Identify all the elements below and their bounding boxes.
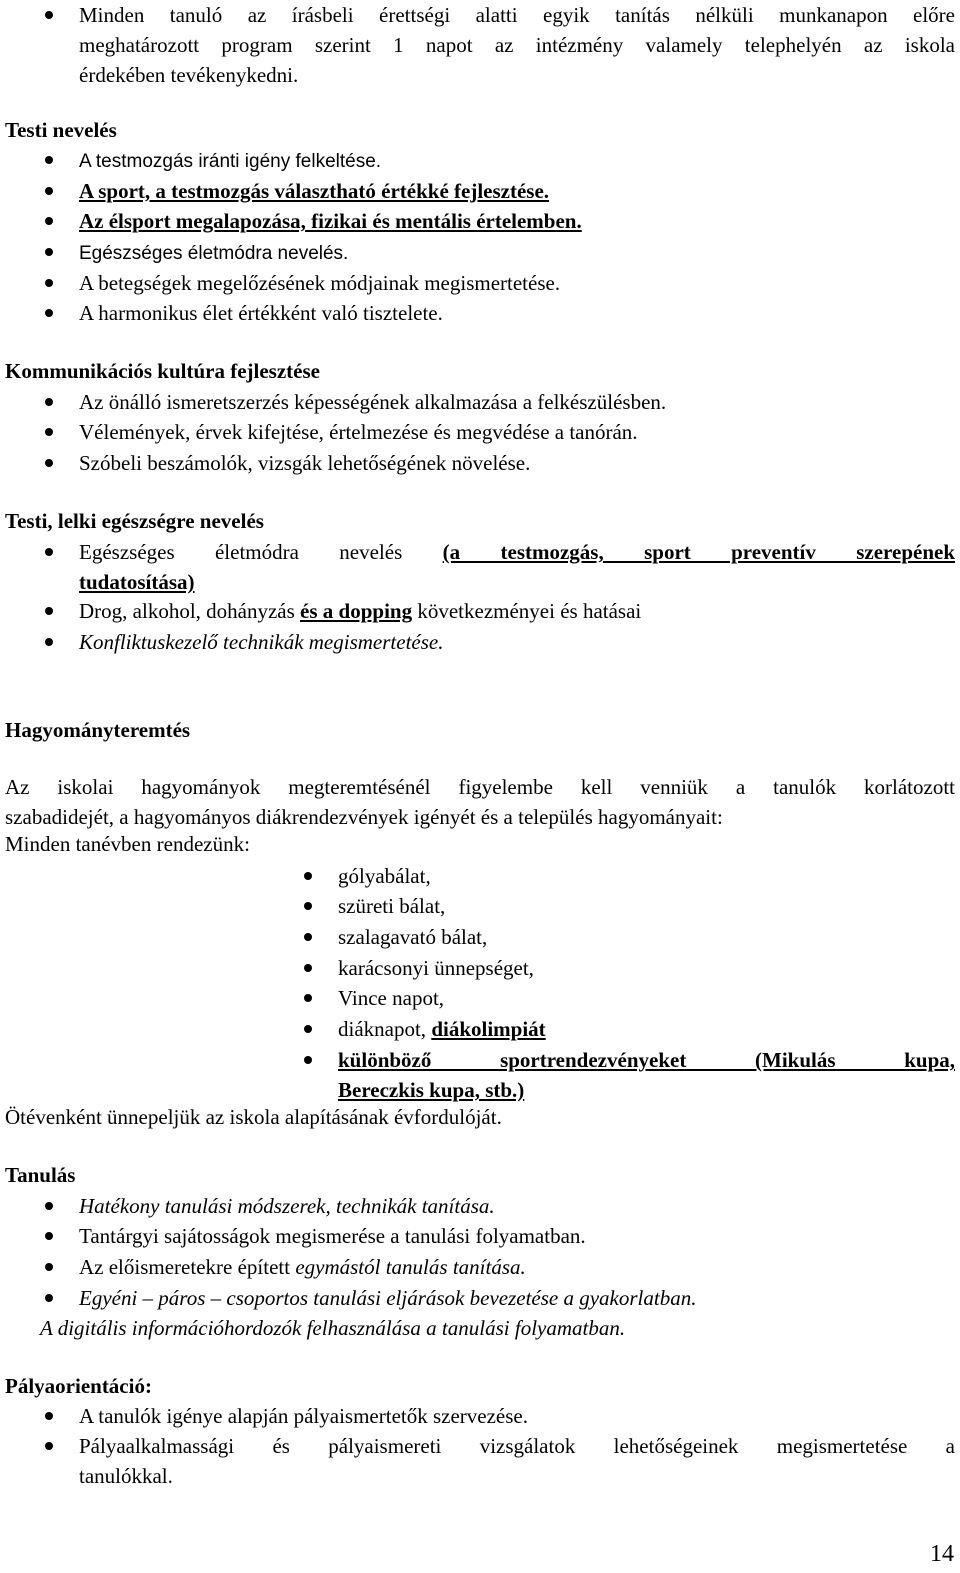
event-list-item [338,891,955,921]
event-text: Vince napot, [338,986,445,1010]
list-item-text: Konfliktuskezelő technikák megismertetése. [79,630,444,654]
page-number: 14 [930,1541,954,1567]
list-item-text: A harmonikus élet értékként való tisztelete. [79,301,443,325]
event-text: szalagavató bálat, [338,925,488,949]
bullet-icon [45,1263,53,1271]
list-item [79,1431,955,1491]
bullet-icon [304,902,312,910]
list-item [79,1401,955,1431]
bullet-icon [45,1442,53,1450]
list-item [79,298,955,328]
paragraph-hagy-1 [5,772,955,832]
bullet-icon [45,1294,53,1302]
bullet-icon [45,1412,53,1420]
list-item-text: Egészséges életmódra nevelés. [79,243,349,264]
event-list-item [338,1014,955,1044]
list-item-emphasis: és a dopping [300,599,413,623]
list-item [79,596,955,626]
bullet-icon [45,398,53,406]
bullet-icon [45,459,53,467]
list-item-line-1 [79,537,955,567]
section-title-testi: Testi nevelés [5,118,117,142]
list-item-line-1: Pályaalkalmassági és pályaismereti vizsgálatok lehetőségeinek megismertetése a [79,1434,955,1458]
section-title-palya: Pályaorientáció: [5,1374,152,1398]
list-item-emphasis: (a testmozgás, sport preventív szerepének [442,540,956,564]
intro-line-1: Minden tanuló az írásbeli érettségi alatti egyik tanítás nélküli munkanapon előre [79,3,955,27]
bullet-icon [45,11,53,19]
list-item-line-2: tanulókkal. [79,1464,173,1488]
bullet-icon [304,933,312,941]
bullet-icon [45,187,53,195]
list-item [79,448,955,478]
event-emphasis: diákolimpiát [431,1017,546,1041]
list-item-emphasis: egymástól tanulás tanítása. [295,1255,526,1279]
list-item-text: Drog, alkohol, dohányzás [79,599,295,623]
list-item-text: Tantárgyi sajátosságok megismerése a tanulási folyamatban. [79,1224,586,1248]
list-item [79,417,955,447]
list-item-text: Az önálló ismeretszerzés képességének alkalmazása a felkészülésben. [79,390,667,414]
paragraph-line: Az iskolai hagyományok megteremtésénél figyelembe kell venniük a tanulók korlátozott [5,775,955,799]
event-text: karácsonyi ünnepséget, [338,956,534,980]
section-title-hagy: Hagyományteremtés [5,718,191,742]
list-item-emphasis-cont: tudatosítása) [79,570,195,594]
list-item-text: Az élsport megalapozása, fizikai és mentális értelemben. [79,209,582,233]
list-item-text: Hatékony tanulási módszerek, technikák tanítása. [79,1194,495,1218]
list-item [79,627,955,657]
bullet-icon [304,994,312,1002]
list-item [79,1191,955,1221]
intro-list-item [79,0,955,90]
list-item [79,268,955,298]
bullet-icon [45,607,53,615]
bullet-icon [304,1056,312,1064]
list-item [79,1252,955,1282]
bullet-icon [45,156,53,164]
event-emphasis-cont: Bereczkis kupa, stb.) [338,1078,525,1102]
event-list-item [338,861,955,891]
list-item [79,145,955,177]
section-title-tanulas: Tanulás [5,1163,76,1187]
list-item [79,537,955,597]
bullet-icon [45,248,53,256]
list-item-text: következményei és hatásai [417,599,642,623]
list-item [79,1283,955,1313]
bullet-icon [304,872,312,880]
bullet-icon [45,1232,53,1240]
list-item-text: A betegségek megelőzésének módjainak megismertetése. [79,271,561,295]
intro-line-2: meghatározott program szerint 1 napot az intézmény valamely telephelyén az iskola [79,33,955,57]
paragraph-hagy-2: Minden tanévben rendezünk: [5,832,250,856]
intro-line-3: érdekében tevékenykedni. [79,63,299,87]
list-item-text: A sport, a testmozgás választható értékké fejlesztése. [79,179,550,203]
list-item-text: Egyéni – páros – csoportos tanulási eljárások bevezetése a gyakorlatban. [79,1286,697,1310]
section-title-lelki: Testi, lelki egészségre nevelés [5,509,264,533]
event-list-item [338,953,955,983]
bullet-icon [45,309,53,317]
paragraph-line: szabadidejét, a hagyományos diákrendezvények igényét és a település hagyományait: [5,805,723,829]
list-item [79,387,955,417]
bullet-icon [45,1202,53,1210]
list-item-text: Vélemények, érvek kifejtése, értelmezése és megvédése a tanórán. [79,420,638,444]
event-list-item [338,1045,955,1105]
list-item-text: Az előismeretekre épített [79,1255,291,1279]
event-text: szüreti bálat, [338,894,446,918]
list-item-text: Szóbeli beszámolók, vizsgák lehetőségének növelése. [79,451,531,475]
list-item [79,1221,955,1251]
event-list-item [338,922,955,952]
list-item-text: A tanulók igénye alapján pályaismertetők szervezése. [79,1404,528,1428]
bullet-icon [304,964,312,972]
paragraph-tanulas: A digitális információhordozók felhasználása a tanulási folyamatban. [40,1316,626,1340]
bullet-icon [45,638,53,646]
bullet-icon [45,279,53,287]
paragraph-hagy-3: Ötévenként ünnepeljük az iskola alapításának évfordulóját. [5,1105,502,1129]
list-item [79,206,955,236]
list-item-text: A testmozgás iránti igény felkeltése. [79,151,382,172]
event-list-item [338,983,955,1013]
event-text: gólyabálat, [338,864,431,888]
bullet-icon [45,548,53,556]
list-item-text: Egészséges életmódra nevelés [79,540,403,564]
bullet-icon [45,428,53,436]
event-emphasis: különböző sportrendezvényeket (Mikulás kupa, [338,1048,955,1072]
list-item [79,176,955,206]
bullet-icon [45,217,53,225]
section-title-komm: Kommunikációs kultúra fejlesztése [5,359,320,383]
event-text: diáknapot, [338,1017,427,1041]
list-item [79,237,955,269]
bullet-icon [304,1025,312,1033]
